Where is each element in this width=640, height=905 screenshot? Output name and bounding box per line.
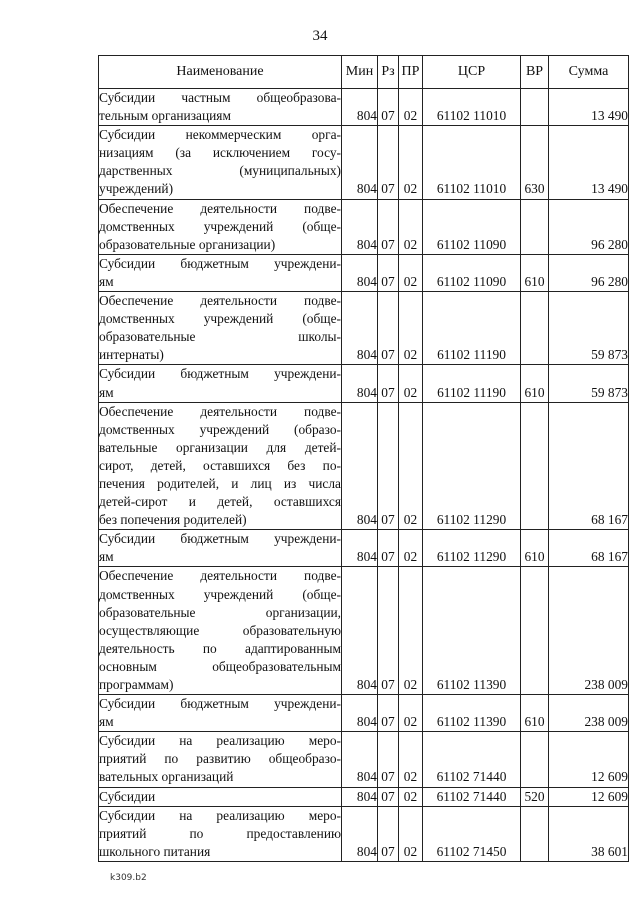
row-name-line: основным общеобразовательным bbox=[99, 658, 341, 674]
row-name-line: осуществляющие образовательную bbox=[99, 622, 341, 638]
row-min: 804 bbox=[342, 254, 378, 291]
row-name-line: Субсидии бюджетным учреждени- bbox=[99, 696, 341, 712]
row-sum: 68 167 bbox=[549, 530, 629, 567]
row-pr: 02 bbox=[399, 89, 423, 126]
row-sum: 12 609 bbox=[549, 787, 629, 806]
row-name-line: сирот, детей, оставшихся без по- bbox=[99, 457, 341, 473]
row-csr: 61102 71450 bbox=[423, 806, 521, 861]
row-min: 804 bbox=[342, 292, 378, 365]
table-row bbox=[99, 292, 629, 365]
row-name-line: Субсидии частным общеобразова- bbox=[99, 90, 341, 105]
row-rz: 07 bbox=[378, 567, 399, 695]
row-name-line: детей-сирот и детей, оставшихся bbox=[99, 494, 341, 510]
row-sum: 96 280 bbox=[549, 254, 629, 291]
row-name-line: Субсидии бюджетным учреждени- bbox=[99, 531, 341, 547]
row-vr bbox=[521, 806, 549, 861]
page-number: 34 bbox=[312, 28, 328, 44]
row-name-line: Субсидии бюджетным учреждени- bbox=[99, 255, 341, 271]
row-name-line: программам) bbox=[99, 677, 174, 692]
row-rz: 07 bbox=[378, 695, 399, 732]
row-name-line: приятий по развитию общеобразо- bbox=[99, 751, 341, 767]
row-csr: 61102 11090 bbox=[423, 254, 521, 291]
header-min: Мин bbox=[342, 56, 378, 89]
row-csr: 61102 11290 bbox=[423, 530, 521, 567]
row-csr: 61102 11190 bbox=[423, 292, 521, 365]
row-name-line: Субсидии бюджетным учреждени- bbox=[99, 366, 341, 382]
row-csr: 61102 11290 bbox=[423, 402, 521, 530]
table-row bbox=[99, 732, 629, 787]
row-name-line: дарственных (муниципальных) bbox=[99, 163, 341, 179]
row-name-line: Обеспечение деятельности подве- bbox=[99, 200, 341, 216]
row-min: 804 bbox=[342, 530, 378, 567]
row-pr: 02 bbox=[399, 567, 423, 695]
row-name bbox=[99, 530, 342, 567]
row-sum: 12 609 bbox=[549, 732, 629, 787]
row-pr: 02 bbox=[399, 292, 423, 365]
row-csr: 61102 11010 bbox=[423, 89, 521, 126]
row-name-line: домственных учреждений (обще- bbox=[99, 218, 341, 234]
row-csr: 61102 11010 bbox=[423, 126, 521, 199]
row-sum: 13 490 bbox=[549, 89, 629, 126]
row-name bbox=[99, 402, 342, 530]
row-name bbox=[99, 806, 342, 861]
table-header-row bbox=[99, 56, 629, 89]
row-rz: 07 bbox=[378, 806, 399, 861]
row-min: 804 bbox=[342, 89, 378, 126]
row-min: 804 bbox=[342, 199, 378, 254]
table-row bbox=[99, 89, 629, 126]
row-min: 804 bbox=[342, 402, 378, 530]
row-name-line: Обеспечение деятельности подве- bbox=[99, 568, 341, 584]
row-name-line: образовательные организации) bbox=[99, 236, 276, 252]
row-sum: 96 280 bbox=[549, 199, 629, 254]
row-name-line: печения родителей, и лиц из числа bbox=[99, 475, 341, 491]
row-csr: 61102 71440 bbox=[423, 732, 521, 787]
row-vr bbox=[521, 89, 549, 126]
row-vr: 610 bbox=[521, 365, 549, 402]
table-body bbox=[99, 89, 629, 862]
budget-table bbox=[98, 55, 629, 862]
table-row bbox=[99, 126, 629, 199]
row-name-line: вательные организации для детей- bbox=[99, 439, 341, 455]
row-vr: 610 bbox=[521, 530, 549, 567]
row-name bbox=[99, 89, 342, 126]
row-csr: 61102 11390 bbox=[423, 695, 521, 732]
row-rz: 07 bbox=[378, 254, 399, 291]
row-name-line: ям bbox=[99, 549, 114, 565]
row-min: 804 bbox=[342, 787, 378, 806]
row-pr: 02 bbox=[399, 365, 423, 402]
header-name: Наименование bbox=[99, 56, 342, 89]
row-pr: 02 bbox=[399, 787, 423, 806]
table-row bbox=[99, 806, 629, 861]
row-min: 804 bbox=[342, 695, 378, 732]
header-csr: ЦСР bbox=[423, 56, 521, 89]
row-name-line: домственных учреждений (образо- bbox=[99, 421, 341, 437]
row-name-line: Обеспечение деятельности подве- bbox=[99, 293, 341, 309]
row-rz: 07 bbox=[378, 530, 399, 567]
row-name-line: тельным организациям bbox=[99, 108, 231, 124]
row-name-line: интернаты) bbox=[99, 347, 164, 363]
row-vr bbox=[521, 292, 549, 365]
table-row bbox=[99, 365, 629, 402]
row-name-line: ям bbox=[99, 384, 114, 400]
row-name-line: деятельность по адаптированным bbox=[99, 640, 341, 656]
row-name bbox=[99, 126, 342, 199]
row-pr: 02 bbox=[399, 732, 423, 787]
row-min: 804 bbox=[342, 126, 378, 199]
row-rz: 07 bbox=[378, 199, 399, 254]
row-name bbox=[99, 787, 342, 806]
row-name bbox=[99, 292, 342, 365]
row-pr: 02 bbox=[399, 402, 423, 530]
row-rz: 07 bbox=[378, 89, 399, 126]
header-vr: ВР bbox=[521, 56, 549, 89]
row-name-line: ям bbox=[99, 714, 114, 730]
row-vr bbox=[521, 402, 549, 530]
row-min: 804 bbox=[342, 567, 378, 695]
row-name-line: Субсидии bbox=[99, 788, 156, 804]
row-sum: 38 601 bbox=[549, 806, 629, 861]
row-vr bbox=[521, 732, 549, 787]
row-name-line: школьного питания bbox=[99, 843, 211, 859]
table-row bbox=[99, 402, 629, 530]
row-name bbox=[99, 695, 342, 732]
row-pr: 02 bbox=[399, 254, 423, 291]
table-row bbox=[99, 199, 629, 254]
row-rz: 07 bbox=[378, 292, 399, 365]
row-name-line: без попечения родителей) bbox=[99, 512, 247, 528]
row-vr: 610 bbox=[521, 695, 549, 732]
row-min: 804 bbox=[342, 732, 378, 787]
header-pr: ПР bbox=[399, 56, 423, 89]
row-min: 804 bbox=[342, 806, 378, 861]
row-name-line: домственных учреждений (обще- bbox=[99, 586, 341, 602]
footer-code: k309.b2 bbox=[110, 873, 147, 883]
row-name bbox=[99, 254, 342, 291]
row-sum: 59 873 bbox=[549, 292, 629, 365]
row-name-line: Субсидии некоммерческим орга- bbox=[99, 127, 341, 143]
table-row bbox=[99, 530, 629, 567]
row-rz: 07 bbox=[378, 126, 399, 199]
row-vr bbox=[521, 567, 549, 695]
table-row bbox=[99, 567, 629, 695]
row-name-line: приятий по предоставлению bbox=[99, 825, 341, 841]
row-pr: 02 bbox=[399, 530, 423, 567]
row-sum: 238 009 bbox=[549, 695, 629, 732]
row-vr: 630 bbox=[521, 126, 549, 199]
row-pr: 02 bbox=[399, 126, 423, 199]
table-row bbox=[99, 254, 629, 291]
row-name bbox=[99, 732, 342, 787]
row-name-line: Субсидии на реализацию меро- bbox=[99, 807, 341, 823]
row-min: 804 bbox=[342, 365, 378, 402]
row-name bbox=[99, 567, 342, 695]
row-sum: 238 009 bbox=[549, 567, 629, 695]
row-name-line: образовательные школы- bbox=[99, 329, 341, 345]
row-csr: 61102 11190 bbox=[423, 365, 521, 402]
table-row bbox=[99, 787, 629, 806]
table-row bbox=[99, 695, 629, 732]
row-name-line: домственных учреждений (обще- bbox=[99, 311, 341, 327]
row-rz: 07 bbox=[378, 402, 399, 530]
row-name-line: Обеспечение деятельности подве- bbox=[99, 403, 341, 419]
row-pr: 02 bbox=[399, 806, 423, 861]
row-pr: 02 bbox=[399, 199, 423, 254]
row-name bbox=[99, 365, 342, 402]
row-rz: 07 bbox=[378, 787, 399, 806]
row-vr bbox=[521, 199, 549, 254]
header-sum: Сумма bbox=[549, 56, 629, 89]
row-sum: 59 873 bbox=[549, 365, 629, 402]
row-sum: 68 167 bbox=[549, 402, 629, 530]
row-vr: 610 bbox=[521, 254, 549, 291]
row-name-line: ям bbox=[99, 273, 114, 289]
row-name-line: низациям (за исключением госу- bbox=[99, 145, 341, 161]
row-pr: 02 bbox=[399, 695, 423, 732]
row-name-line: Субсидии на реализацию меро- bbox=[99, 733, 341, 749]
row-name-line: образовательные организации, bbox=[99, 604, 341, 620]
header-rz: Рз bbox=[378, 56, 399, 89]
row-rz: 07 bbox=[378, 365, 399, 402]
row-rz: 07 bbox=[378, 732, 399, 787]
row-csr: 61102 11390 bbox=[423, 567, 521, 695]
row-vr: 520 bbox=[521, 787, 549, 806]
row-csr: 61102 71440 bbox=[423, 787, 521, 806]
row-csr: 61102 11090 bbox=[423, 199, 521, 254]
row-name bbox=[99, 199, 342, 254]
row-name-line: вательных организаций bbox=[99, 769, 234, 785]
row-name-line: учреждений) bbox=[99, 181, 174, 197]
row-sum: 13 490 bbox=[549, 126, 629, 199]
